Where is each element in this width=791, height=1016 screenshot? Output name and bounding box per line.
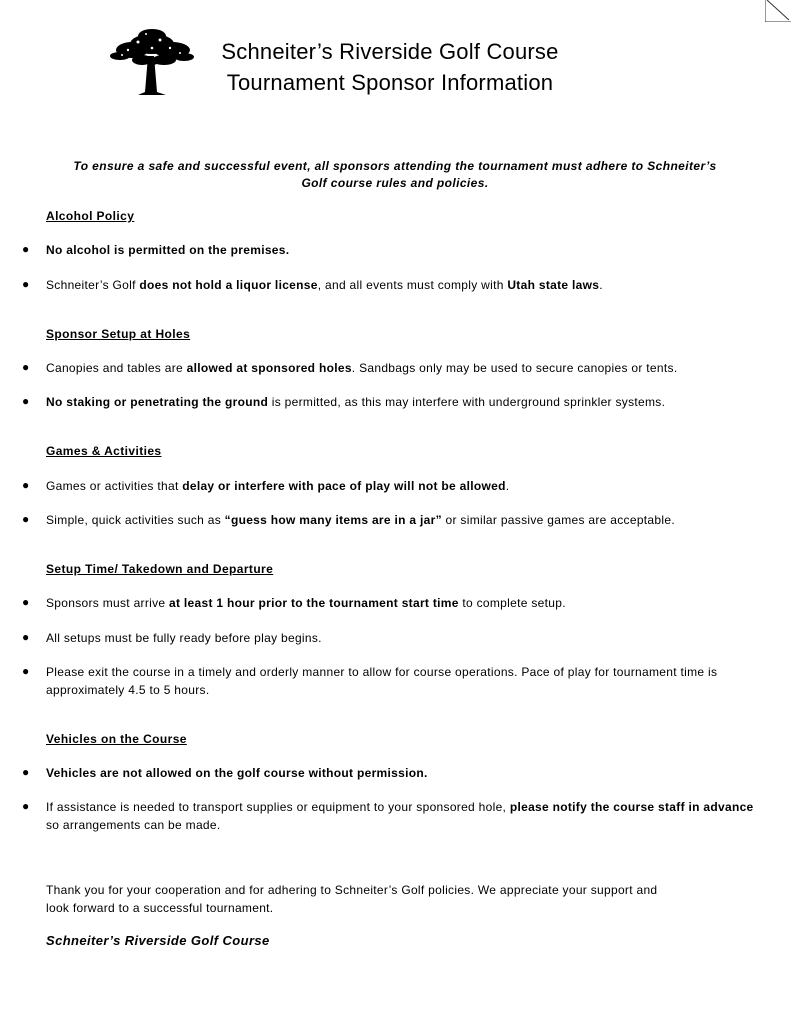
section-heading: Setup Time/ Takedown and Departure (46, 562, 274, 576)
bullet-icon: ● (22, 595, 30, 609)
bullet-icon: ● (22, 242, 30, 256)
bullet-text: Games or activities that delay or interfere with pace of play will not be allowed. (46, 479, 510, 493)
intro-paragraph (60, 158, 730, 192)
intro-line-1: To ensure a safe and successful event, all sponsors attending the tournament must adhere to Schneiter’s (73, 159, 717, 173)
bullet-icon: ● (22, 478, 30, 492)
bullet-icon: ● (22, 277, 30, 291)
bullet-icon: ● (22, 765, 30, 779)
bullet-icon: ● (22, 512, 30, 526)
title-line-2: Tournament Sponsor Information (226, 70, 554, 95)
bullet-text: Simple, quick activities such as “guess how many items are in a jar” or similar passive games are acceptable. (46, 513, 675, 527)
bullet-icon: ● (22, 360, 30, 374)
bullet-text: Canopies and tables are allowed at sponsored holes. Sandbags only may be used to secure canopies or tents. (46, 361, 678, 375)
closing-line-1: Thank you for your cooperation and for adhering to Schneiter’s Golf policies. We appreciate your support and (46, 883, 658, 897)
signature: Schneiter’s Riverside Golf Course (46, 933, 270, 948)
section-heading: Vehicles on the Course (46, 732, 187, 746)
bullet-text: All setups must be fully ready before play begins. (46, 631, 322, 645)
page-corner-fold-icon (765, 0, 791, 22)
bullet-text: No staking or penetrating the ground is permitted, as this may interfere with underground sprinkler systems. (46, 395, 666, 409)
closing-line-2: look forward to a successful tournament. (46, 901, 274, 915)
bullet-text: Vehicles are not allowed on the golf course without permission. (46, 766, 428, 780)
bullet-text: If assistance is needed to transport supplies or equipment to your sponsored hole, please notify the course staff in advance so arrangements can be made. (46, 800, 754, 832)
intro-line-2: Golf course rules and policies. (301, 176, 489, 190)
bullet-text: Please exit the course in a timely and orderly manner to allow for course operations. Pace of play for tournament time is approximately 4.5 to 5 hours. (46, 665, 718, 697)
bullet-icon: ● (22, 664, 30, 678)
bullet-text: Schneiter’s Golf does not hold a liquor license, and all events must comply with Utah state laws. (46, 278, 603, 292)
bullet-text: No alcohol is permitted on the premises. (46, 243, 290, 257)
section-heading: Sponsor Setup at Holes (46, 327, 191, 341)
section-heading: Games & Activities (46, 444, 162, 458)
bullet-icon: ● (22, 630, 30, 644)
title-line-1: Schneiter’s Riverside Golf Course (221, 39, 559, 64)
bullet-text: Sponsors must arrive at least 1 hour prior to the tournament start time to complete setup. (46, 596, 566, 610)
section-heading: Alcohol Policy (46, 209, 135, 223)
bullet-icon: ● (22, 394, 30, 408)
tree-logo-icon (108, 26, 196, 96)
bullet-icon: ● (22, 799, 30, 813)
closing-paragraph (46, 881, 696, 917)
page-title (200, 36, 580, 98)
